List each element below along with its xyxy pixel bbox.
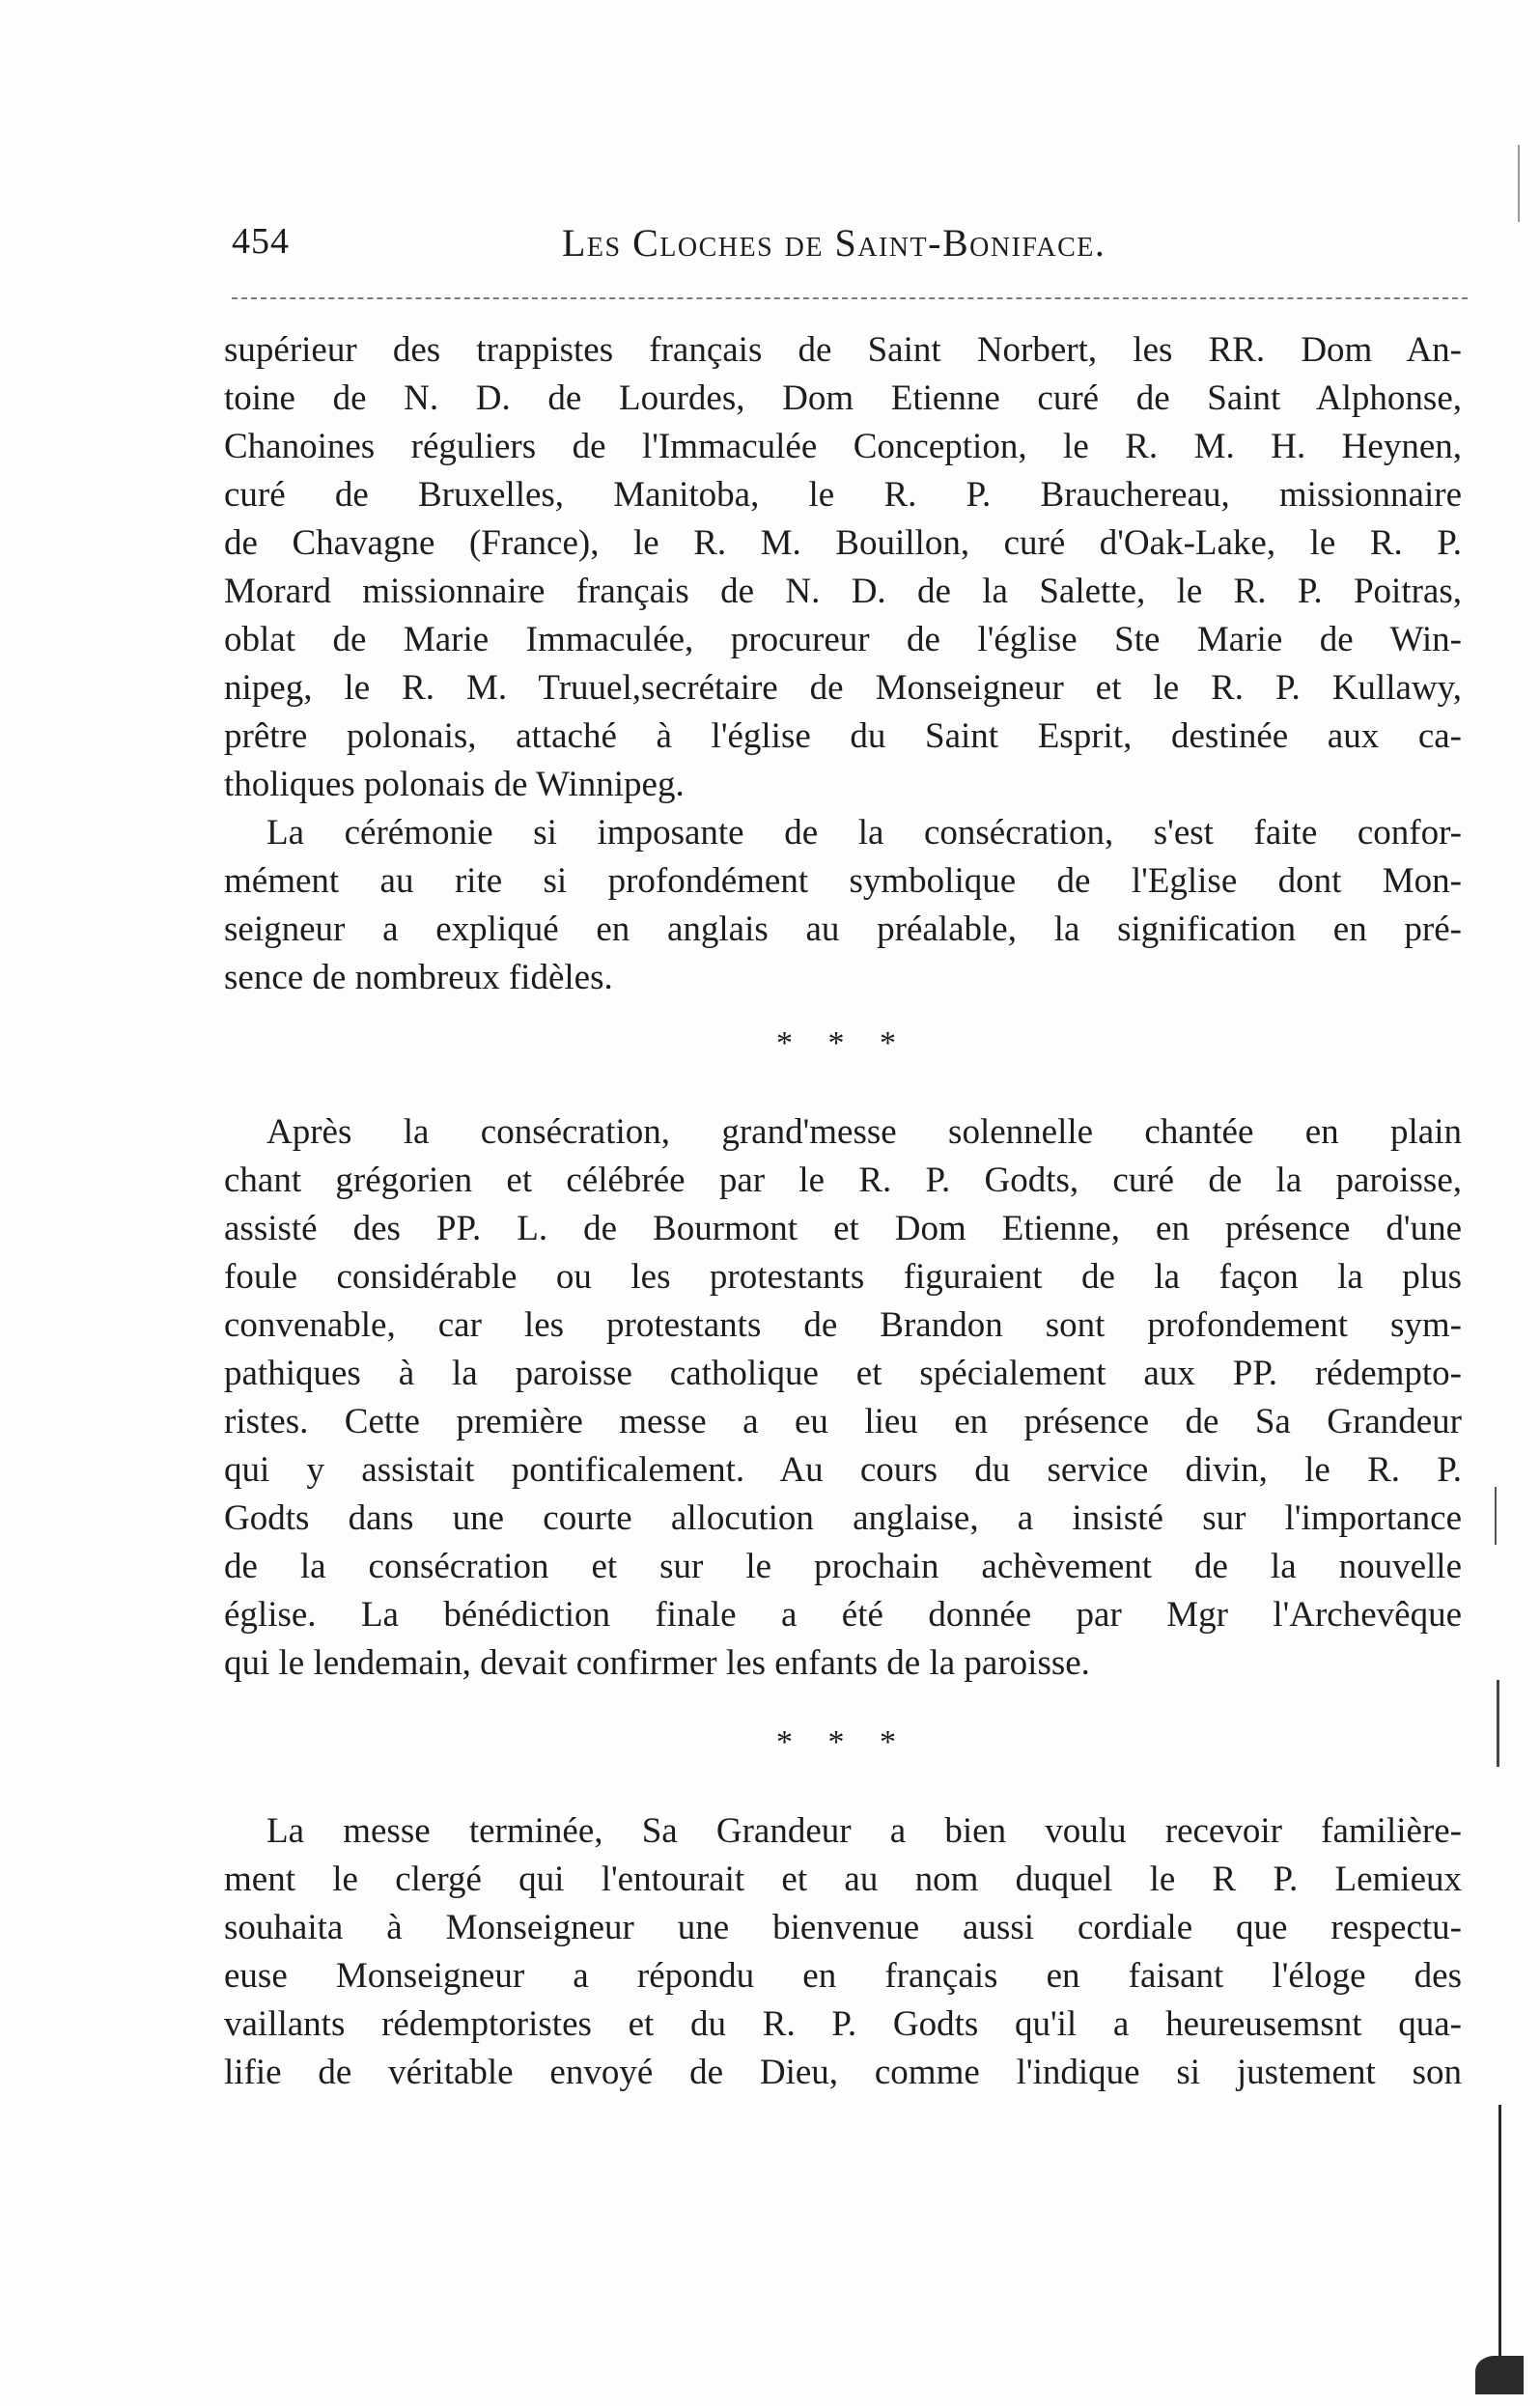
running-head <box>224 220 1470 278</box>
scan-edge-mark <box>1498 2105 1501 2394</box>
text-line: ristes. Cette première messe a eu lieu en présence de Sa Grandeur <box>224 1402 1462 1441</box>
text-line: oblat de Marie Immaculée, procureur de l'église Ste Marie de Win- <box>224 620 1462 659</box>
paragraph-1 <box>224 326 1462 809</box>
text-line: souhaita à Monseigneur une bienvenue aussi cordiale que respectu- <box>224 1908 1462 1947</box>
text-line: qui le lendemain, devait confirmer les enfants de la paroisse. <box>224 1643 1090 1683</box>
text-line: La cérémonie si imposante de la consécration, s'est faite confor- <box>266 813 1462 853</box>
body-text <box>224 326 1462 2097</box>
section-asterism: * * * <box>776 1025 910 1061</box>
text-line: tholiques polonais de Winnipeg. <box>224 765 685 804</box>
page-heading: Les Cloches de Saint-Boniface. <box>562 221 1106 265</box>
text-line: sence de nombreux fidèles. <box>224 958 613 997</box>
text-line: La messe terminée, Sa Grandeur a bien voulu recevoir familière- <box>266 1811 1462 1851</box>
paragraph-2 <box>224 809 1462 1002</box>
paragraph-3 <box>224 1108 1462 1688</box>
text-line: Morard missionnaire français de N. D. de la Salette, le R. P. Poitras, <box>224 572 1462 611</box>
scan-corner-smudge <box>1475 2356 1524 2394</box>
text-line: chant grégorien et célébrée par le R. P. Godts, curé de la paroisse, <box>224 1161 1462 1200</box>
scan-edge-mark <box>1495 1487 1497 1545</box>
text-line: assisté des PP. L. de Bourmont et Dom Etienne, en présence d'une <box>224 1209 1462 1248</box>
text-line: euse Monseigneur a répondu en français en faisant l'éloge des <box>224 1956 1462 1996</box>
text-line: nipeg, le R. M. Truuel,secrétaire de Monseigneur et le R. P. Kullawy, <box>224 668 1462 708</box>
text-line: vaillants rédemptoristes et du R. P. Godts qu'il a heureusemsnt qua- <box>224 2004 1462 2044</box>
page-number: 454 <box>232 221 290 262</box>
text-line: Après la consécration, grand'messe solennelle chantée en plain <box>266 1112 1462 1152</box>
text-line: église. La bénédiction finale a été donnée par Mgr l'Archevêque <box>224 1595 1462 1635</box>
text-line: seigneur a expliqué en anglais au préalable, la signification en pré- <box>224 909 1462 949</box>
text-line: toine de N. D. de Lourdes, Dom Etienne curé de Saint Alphonse, <box>224 378 1462 418</box>
scan-edge-mark <box>1497 1680 1499 1767</box>
text-line: supérieur des trappistes français de Saint Norbert, les RR. Dom An- <box>224 330 1462 370</box>
section-asterism: * * * <box>776 1724 910 1760</box>
text-line: de la consécration et sur le prochain achèvement de la nouvelle <box>224 1547 1462 1586</box>
text-line: convenable, car les protestants de Brandon sont profondement sym- <box>224 1305 1462 1345</box>
scan-edge-mark <box>1518 145 1520 222</box>
text-line: lifie de véritable envoyé de Dieu, comme l'indique si justement son <box>224 2053 1462 2092</box>
text-line: de Chavagne (France), le R. M. Bouillon, curé d'Oak-Lake, le R. P. <box>224 523 1462 563</box>
text-line: curé de Bruxelles, Manitoba, le R. P. Brauchereau, missionnaire <box>224 475 1462 515</box>
text-line: Godts dans une courte allocution anglaise, a insisté sur l'importance <box>224 1498 1462 1538</box>
text-line: qui y assistait pontificalement. Au cours du service divin, le R. P. <box>224 1450 1462 1490</box>
text-line: Chanoines réguliers de l'Immaculée Conception, le R. M. H. Heynen, <box>224 427 1462 466</box>
header-rule <box>232 297 1468 299</box>
text-line: pathiques à la paroisse catholique et spécialement aux PP. rédempto- <box>224 1354 1462 1393</box>
text-line: ment le clergé qui l'entourait et au nom duquel le R P. Lemieux <box>224 1860 1462 1899</box>
text-line: foule considérable ou les protestants figuraient de la façon la plus <box>224 1257 1462 1297</box>
text-line: prêtre polonais, attaché à l'église du Saint Esprit, destinée aux ca- <box>224 716 1462 756</box>
paragraph-4 <box>224 1807 1462 2097</box>
text-line: mément au rite si profondément symbolique de l'Eglise dont Mon- <box>224 861 1462 901</box>
